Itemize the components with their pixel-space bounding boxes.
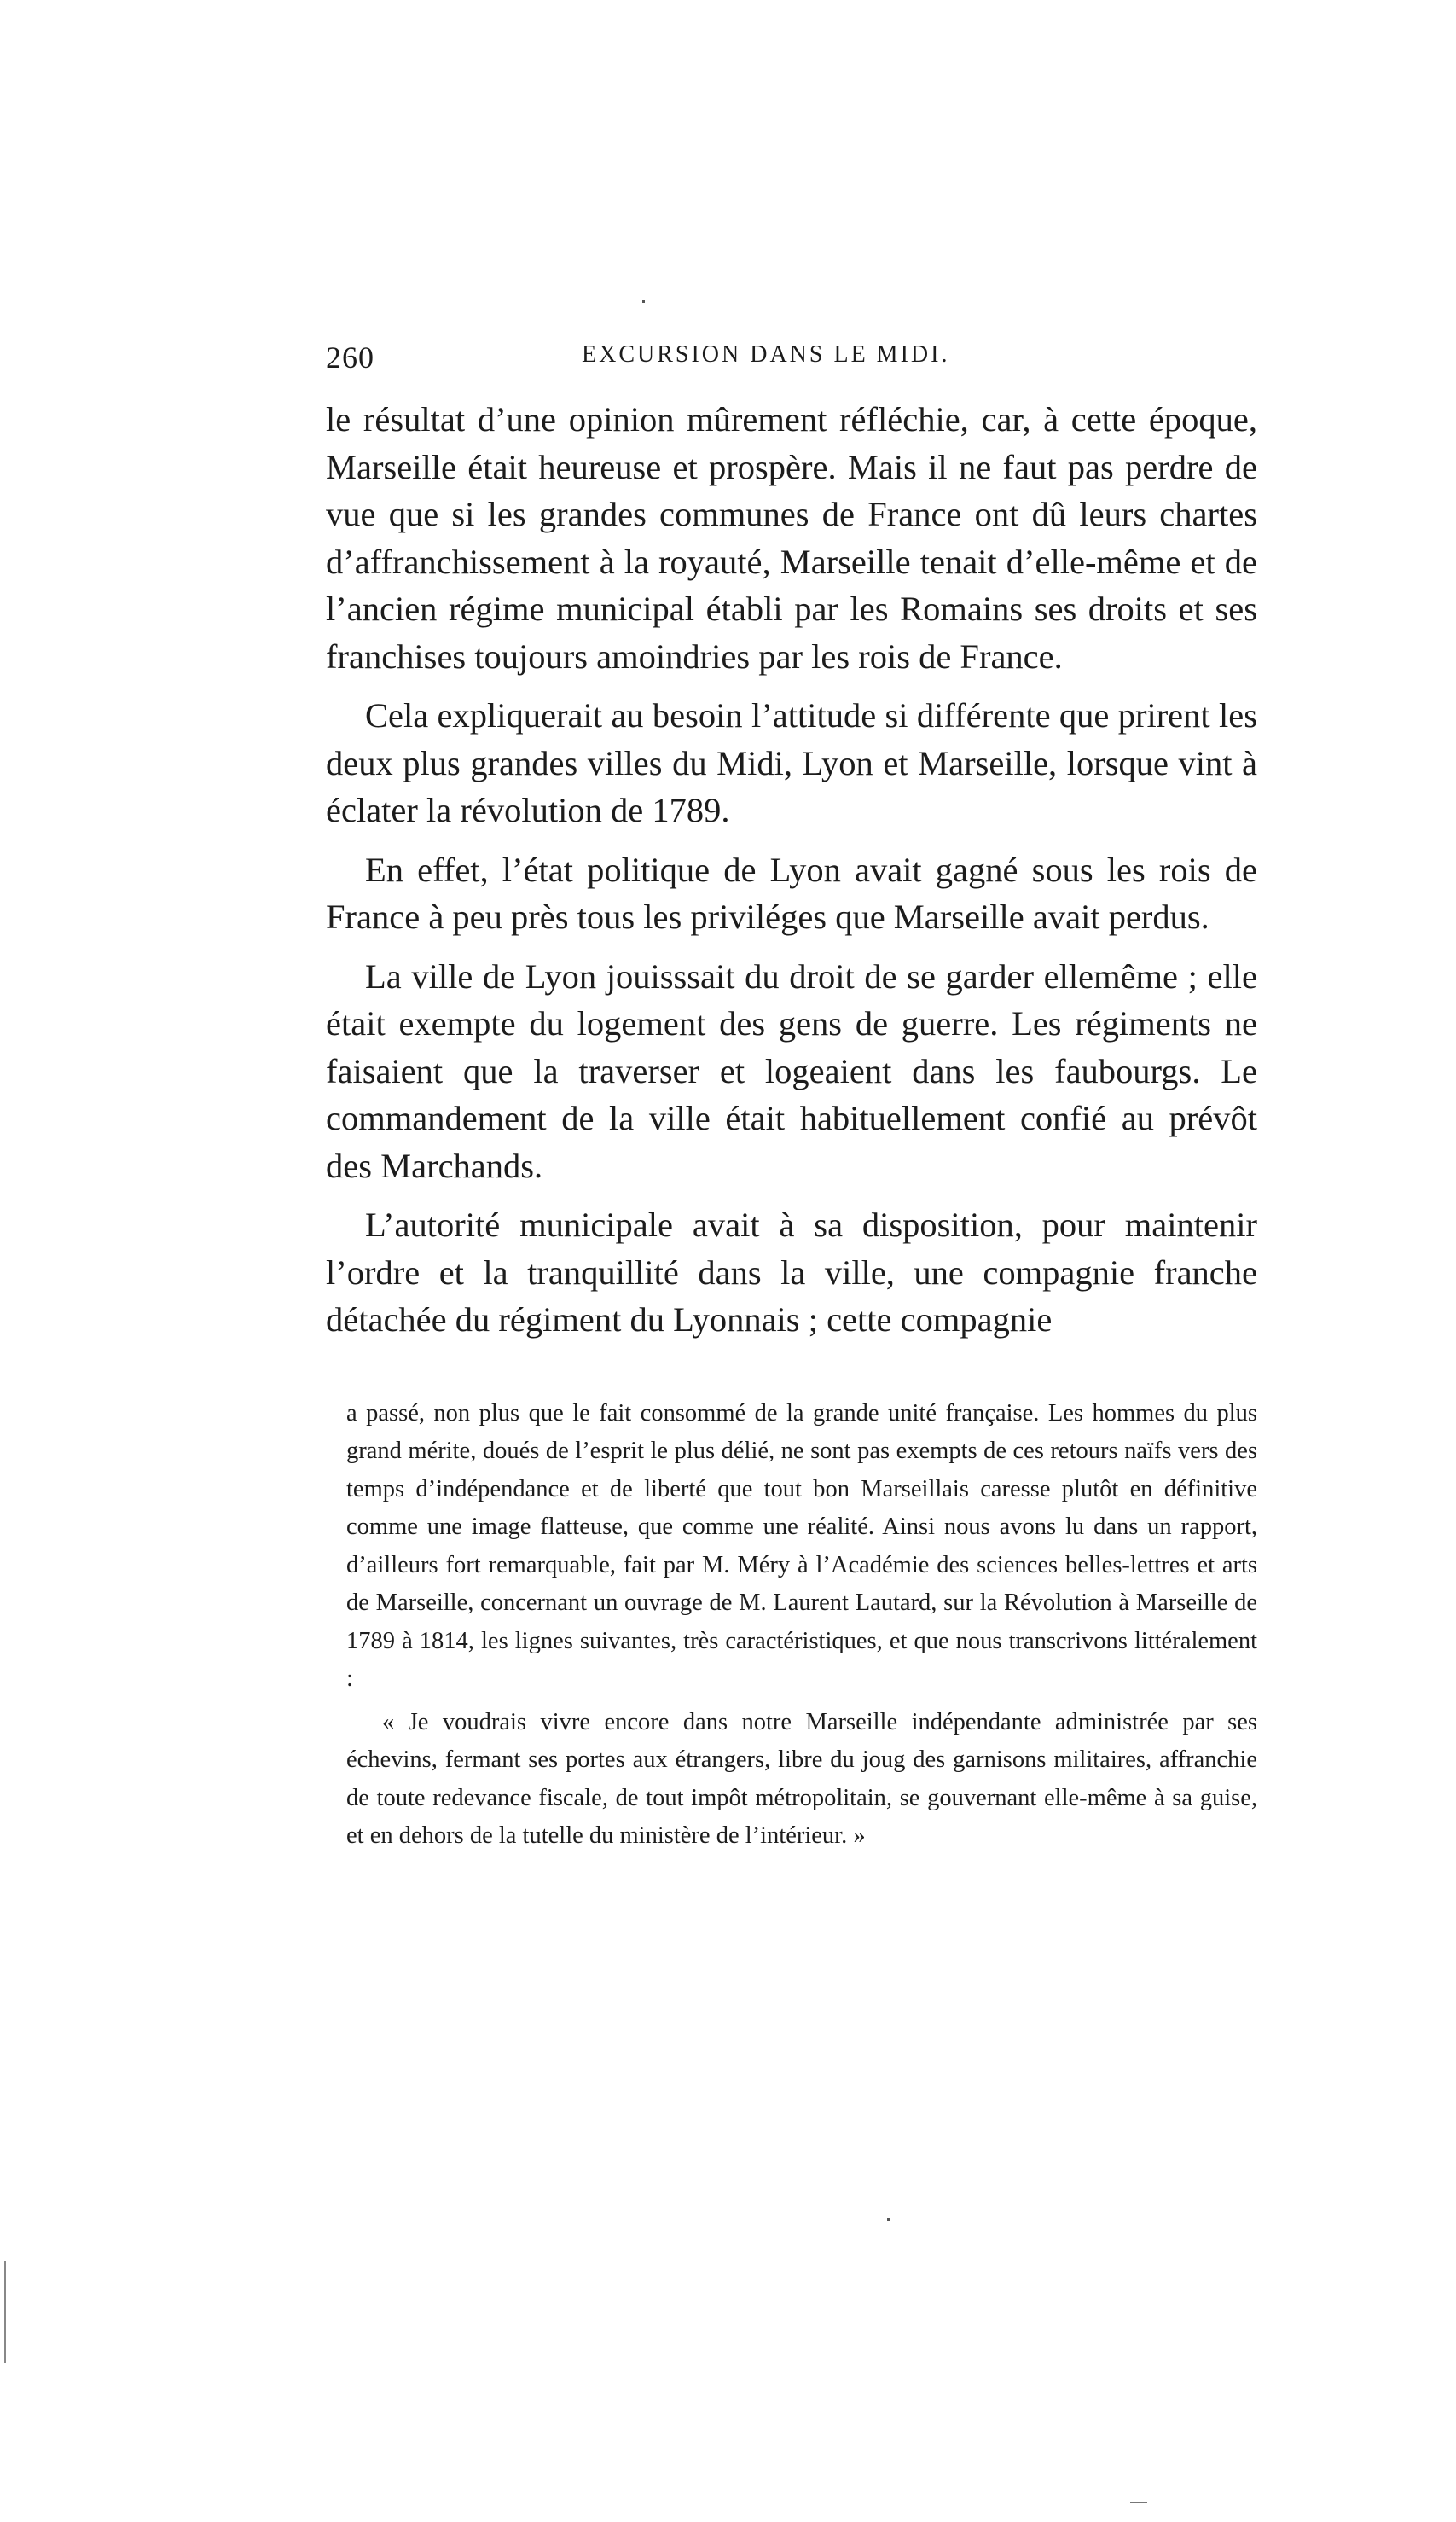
page-number: 260 — [326, 340, 374, 375]
scan-speck — [642, 300, 645, 303]
footnote-paragraph: a passé, non plus que le fait consommé de la grande unité française. Les hommes du plus grand mérite, doués de l’esprit le plus délié, ne sont pas exempts de ces retours naïfs vers des temps d’indépendance et de liberté que tout bon Marseillais caresse plutôt en définitive comme une image flatteuse, que comme une réalité. Ainsi nous avons lu dans un rapport, d’ailleurs fort remarquable, fait par M. Méry à l’Académie des sciences belles-lettres et arts de Marseille, concernant un ouvrage de M. Laurent Lautard, sur la Révolution à Marseille de 1789 à 1814, les lignes suivantes, très caractéristiques, et que nous transcrivons littéralement : — [346, 1399, 1257, 1692]
page-header — [326, 340, 1257, 387]
paragraph: La ville de Lyon jouisssait du droit de se garder ellemême ; elle était exempte du logement des gens de guerre. Les régiments ne faisaient que la traverser et logeaient dans les faubourgs. Le commandement de la ville était habituellement confié au prévôt des Marchands. — [326, 956, 1257, 1185]
scan-edge-line — [4, 2261, 6, 2363]
paragraph: le résultat d’une opinion mûrement réfléchie, car, à cette époque, Marseille était heureuse et prospère. Mais il ne faut pas perdre de vue que si les grandes communes de France ont dû leurs chartes d’affranchissement à la royauté, Marseille tenait d’elle-même et de l’ancien régime municipal établi par les Romains ses droits et ses franchises toujours amoindries par les rois de France. — [326, 400, 1257, 676]
scan-edge-dash — [1130, 2502, 1147, 2503]
paragraph: En effet, l’état politique de Lyon avait gagné sous les rois de France à peu près tous les priviléges que Marseille avait perdus. — [326, 850, 1257, 936]
main-text — [326, 396, 1257, 1344]
running-title: EXCURSION DANS LE MIDI. — [582, 341, 950, 368]
book-page — [326, 340, 1257, 1861]
footnote — [326, 1395, 1257, 1856]
footnote-quote: « Je voudrais vivre encore dans notre Marseille indépendante administrée par ses échevins, fermant ses portes aux étrangers, libre du joug des garnisons militaires, affranchie de toute redevance fiscale, de tout impôt métropolitain, se gouvernant elle-même à sa guise, et en dehors de la tutelle du ministère de l’intérieur. » — [346, 1708, 1257, 1849]
paragraph: L’autorité municipale avait à sa disposition, pour maintenir l’ordre et la tranquillité dans la ville, une compagnie franche détachée du régiment du Lyonnais ; cette compagnie — [326, 1206, 1257, 1339]
paragraph: Cela expliquerait au besoin l’attitude si différente que prirent les deux plus grandes villes du Midi, Lyon et Marseille, lorsque vint à éclater la révolution de 1789. — [326, 696, 1257, 829]
scan-speck — [887, 2218, 890, 2221]
